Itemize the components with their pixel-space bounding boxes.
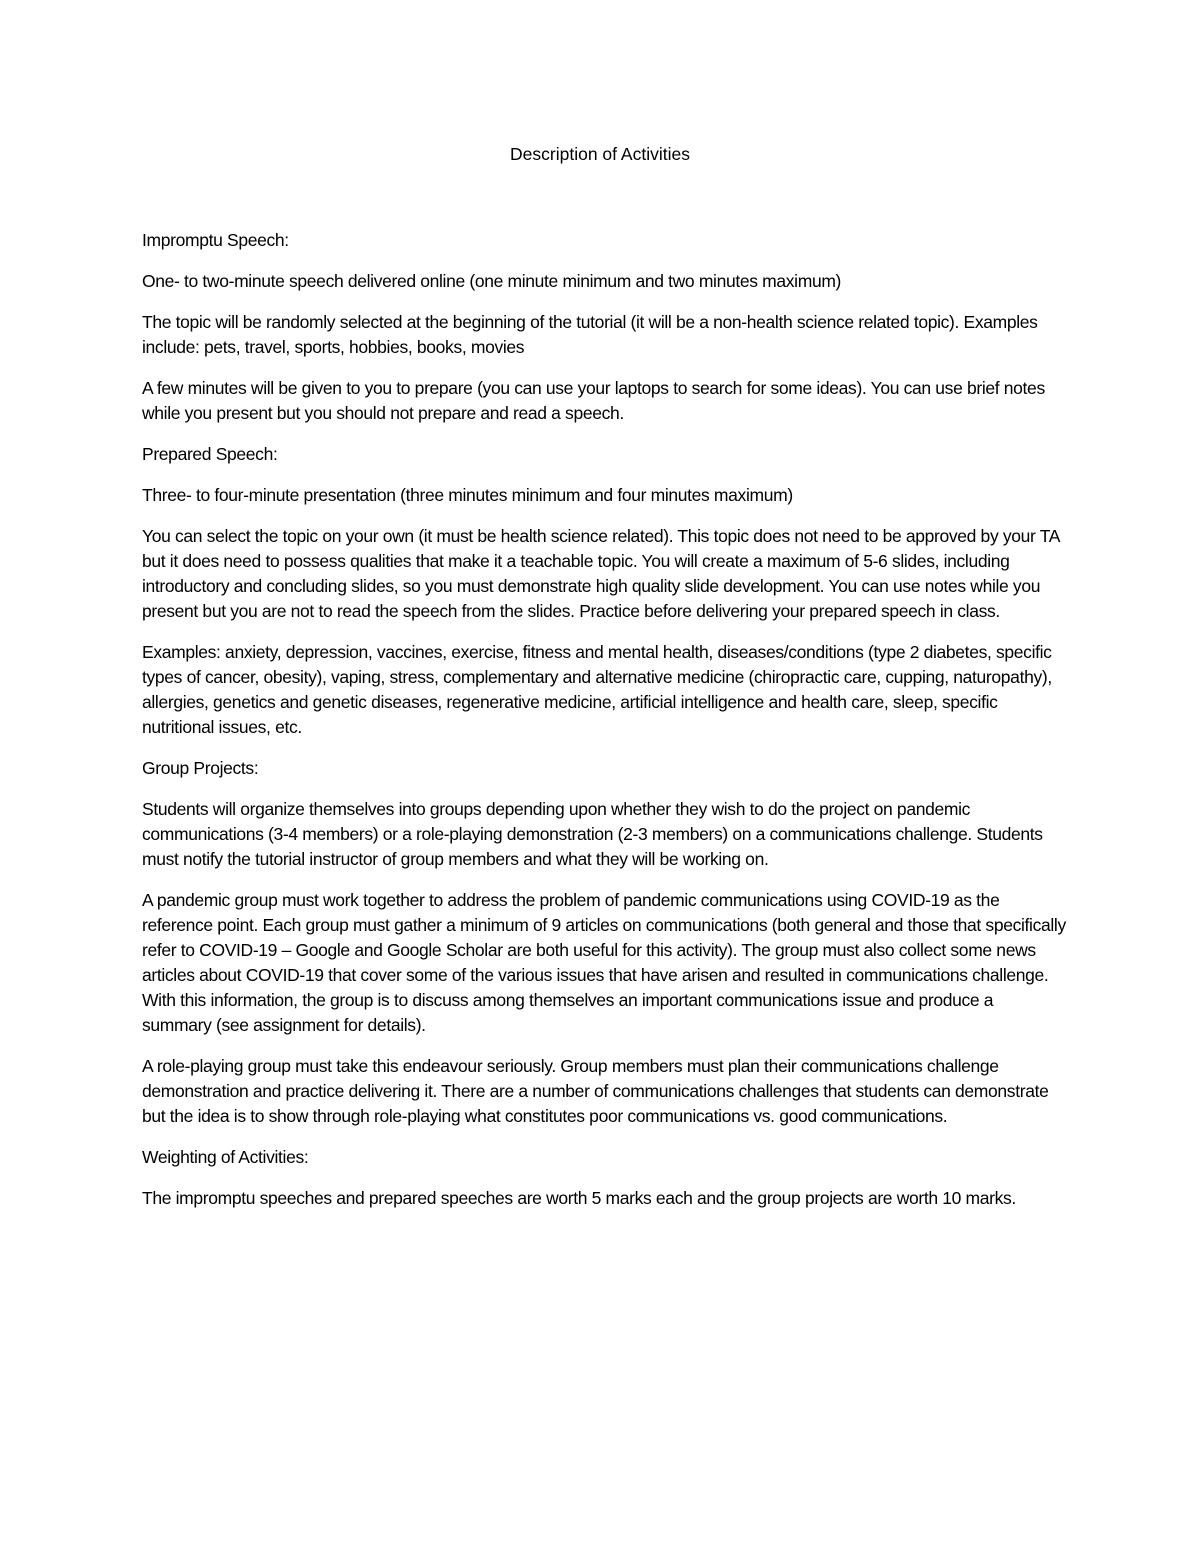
section-heading: Impromptu Speech: <box>142 230 289 250</box>
section-group-projects <box>142 756 1067 1129</box>
document-body <box>142 228 1067 1227</box>
paragraph: A few minutes will be given to you to prepare (you can use your laptops to search for some ideas). You can use brief notes while you present but you should not prepare and read a speech. <box>142 378 1045 423</box>
paragraph: The impromptu speeches and prepared speeches are worth 5 marks each and the group projects are worth 10 marks. <box>142 1188 1016 1208</box>
section-heading: Prepared Speech: <box>142 444 278 464</box>
section-prepared-speech <box>142 442 1067 740</box>
section-weighting-of-activities <box>142 1145 1067 1211</box>
document-title: Description of Activities <box>510 144 690 164</box>
paragraph: Examples: anxiety, depression, vaccines, exercise, fitness and mental health, diseases/conditions (type 2 diabetes, specific types of cancer, obesity), vaping, stress, complementary and alternative medicine (chiropractic care, cupping, naturopathy), allergies, genetics and genetic diseases, regenerative medicine, artificial intelligence and health care, sleep, specific nutritional issues, etc. <box>142 642 1052 737</box>
section-impromptu-speech <box>142 228 1067 426</box>
paragraph: You can select the topic on your own (it must be health science related). This topic does not need to be approved by your TA but it does need to possess qualities that make it a teachable topic. You will create a maximum of 5-6 slides, including introductory and concluding slides, so you must demonstrate high quality slide development. You can use notes while you present but you are not to read the speech from the slides. Practice before delivering your prepared speech in class. <box>142 526 1060 621</box>
paragraph: Students will organize themselves into groups depending upon whether they wish to do the project on pandemic communications (3-4 members) or a role-playing demonstration (2-3 members) on a communications challenge. Students must notify the tutorial instructor of group members and what they will be working on. <box>142 799 1043 869</box>
paragraph: The topic will be randomly selected at the beginning of the tutorial (it will be a non-health science related topic). Examples include: pets, travel, sports, hobbies, books, movies <box>142 312 1038 357</box>
section-heading: Group Projects: <box>142 758 259 778</box>
paragraph: A pandemic group must work together to address the problem of pandemic communications using COVID-19 as the reference point. Each group must gather a minimum of 9 articles on communications (both general and those that specifically refer to COVID-19 – Google and Google Scholar are both useful for this activity). The group must also collect some news articles about COVID-19 that cover some of the various issues that have arisen and resulted in communications challenge. With this information, the group is to discuss among themselves an important communications issue and produce a summary (see assignment for details). <box>142 890 1066 1035</box>
paragraph: One- to two-minute speech delivered online (one minute minimum and two minutes maximum) <box>142 271 842 291</box>
paragraph: A role-playing group must take this endeavour seriously. Group members must plan their communications challenge demonstration and practice delivering it. There are a number of communications challenges that students can demonstrate but the idea is to show through role-playing what constitutes poor communications vs. good communications. <box>142 1056 1049 1126</box>
paragraph: Three- to four-minute presentation (three minutes minimum and four minutes maximum) <box>142 485 793 505</box>
section-heading: Weighting of Activities: <box>142 1147 309 1167</box>
